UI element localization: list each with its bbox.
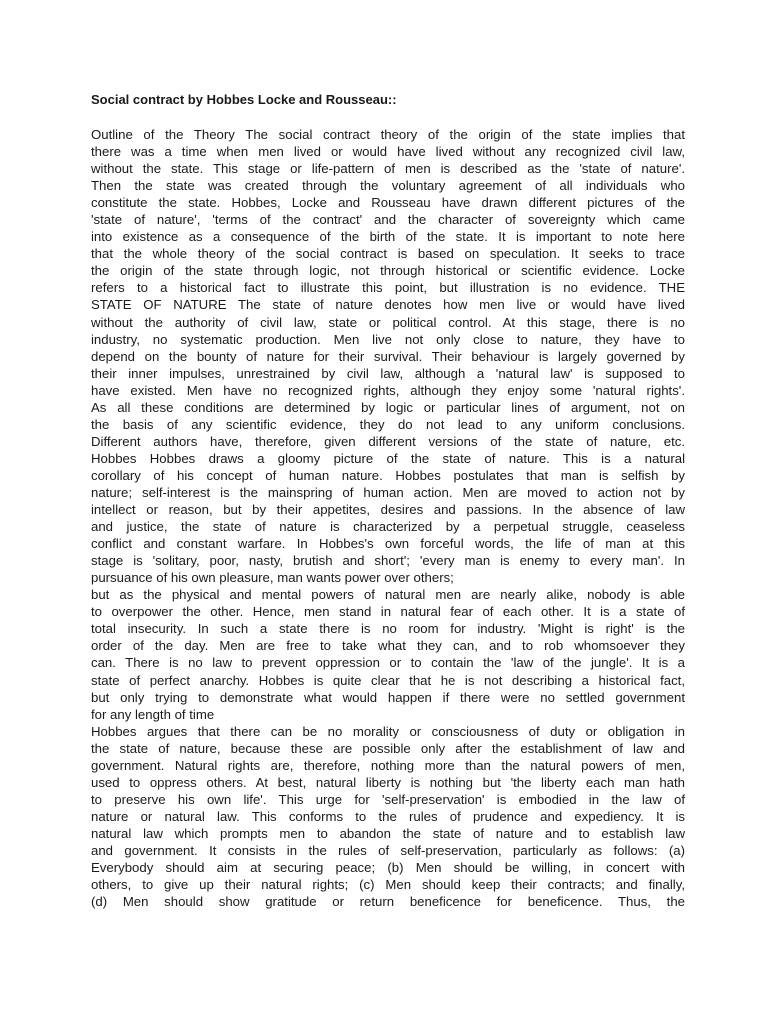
body-text-line: industry, no systematic production. Men live not only close to nature, they have to (91, 331, 685, 347)
body-text-line: into existence as a consequence of the birth of the state. It is important to note here (91, 229, 685, 245)
body-text-line: but as the physical and mental powers of natural men are nearly alike, nobody is able (91, 587, 685, 603)
body-text-line: without the authority of civil law, state or political control. At this stage, there is no (91, 314, 685, 330)
body-text-line: Outline of the Theory The social contract theory of the origin of the state implies that (91, 127, 685, 142)
body-text-line: state of perfect anarchy. Hobbes is quite clear that he is not describing a historical fact, (91, 672, 685, 688)
body-text-line: Different authors have, therefore, given different versions of the state of nature, etc. (91, 433, 685, 449)
body-text-line: there was a time when men lived or would have lived without any recognized civil law, (91, 144, 685, 160)
body-text-line: Hobbes argues that there can be no morality or consciousness of duty or obligation in (91, 723, 685, 739)
body-text-line: intellect or reason, but by their appetites, desires and passions. In the absence of law (91, 502, 685, 518)
body-text-line: pursuance of his own pleasure, man wants power over others; (91, 570, 454, 586)
body-text-line: conflict and constant warfare. In Hobbes's own forceful words, the life of man at this (91, 536, 685, 552)
body-text-line: Then the state was created through the voluntary agreement of all individuals who (91, 178, 685, 194)
document-content (91, 91, 685, 910)
body-text-line: the state of nature, because these are possible only after the establishment of law and (91, 740, 685, 756)
body-text-line: to overpower the other. Hence, men stand in natural fear of each other. It is a state of (91, 604, 685, 620)
body-text-line: 'state of nature', 'terms of the contract' and the character of sovereignty which came (91, 212, 685, 228)
body-text-line: As all these conditions are determined by logic or particular lines of argument, not on (91, 399, 685, 415)
body-text-line: the basis of any scientific evidence, they do not lead to any uniform conclusions. (91, 416, 685, 432)
body-text-line: and justice, the state of nature is characterized by a perpetual struggle, ceaseless (91, 519, 685, 535)
body-text-line: corollary of his concept of human nature. Hobbes postulates that man is selfish by (91, 467, 685, 483)
body-text-line: have existed. Men have no recognized rights, although they enjoy some 'natural rights'. (91, 382, 685, 398)
body-text-line: but only trying to demonstrate what would happen if there were no settled government (91, 689, 685, 705)
body-text-line: order of the day. Men are free to take what they can, and to rob whomsoever they (91, 638, 685, 654)
body-text-line: constitute the state. Hobbes, Locke and Rousseau have drawn different pictures of the (91, 195, 685, 211)
body-text-line: Everybody should aim at securing peace; (b) Men should be willing, in concert with (91, 860, 685, 876)
body-text-line: Hobbes Hobbes draws a gloomy picture of the state of nature. This is a natural (91, 450, 685, 466)
body-text-line: total insecurity. In such a state there is no room for industry. 'Might is right' is the (91, 621, 685, 637)
document-body (91, 126, 685, 910)
body-text-line: to preserve his own life'. This urge for 'self-preservation' is embodied in the law of (91, 791, 685, 807)
body-text-line: used to oppress others. At best, natural liberty is nothing but 'the liberty each man hath (91, 774, 685, 790)
body-text-line: that the whole theory of the social contract is based on speculation. It seeks to trace (91, 246, 685, 262)
body-text-line: nature or natural law. This conforms to the rules of prudence and expediency. It is (91, 808, 685, 824)
body-text-line: for any length of time (91, 706, 215, 722)
body-text-line: their inner impulses, unrestrained by civil law, although a 'natural law' is supposed to (91, 365, 685, 381)
body-text-line: the origin of the state through logic, not through historical or scientific evidence. Locke (91, 263, 685, 279)
body-text-line: (d) Men should show gratitude or return beneficence for beneficence. Thus, the (91, 894, 685, 910)
body-text-line: nature; self-interest is the mainspring of human action. Men are moved to action not by (91, 484, 685, 500)
body-text-line: can. There is no law to prevent oppression or to contain the 'law of the jungle'. It is a (91, 655, 685, 671)
document-title: Social contract by Hobbes Locke and Rousseau:: (91, 92, 397, 107)
body-text-line: natural law which prompts men to abandon the state of nature and to establish law (91, 825, 685, 841)
body-text-line: without the state. This stage or life-pattern of men is described as the 'state of nature'. (91, 161, 685, 177)
body-text-line: and government. It consists in the rules of self-preservation, particularly as follows: (a) (91, 842, 685, 858)
body-text-line: STATE OF NATURE The state of nature denotes how men live or would have lived (91, 297, 685, 313)
body-text-line: others, to give up their natural rights; (c) Men should keep their contracts; and finally, (91, 877, 685, 893)
body-text-line: refers to a historical fact to illustrate this point, but illustration is no evidence. THE (91, 280, 685, 296)
body-text-line: stage is 'solitary, poor, nasty, brutish and short'; 'every man is enemy to every man'. In (91, 553, 685, 569)
body-text-line: depend on the bounty of nature for their survival. Their behaviour is largely governed by (91, 348, 685, 364)
body-text-line: government. Natural rights are, therefore, nothing more than the natural powers of men, (91, 757, 685, 773)
